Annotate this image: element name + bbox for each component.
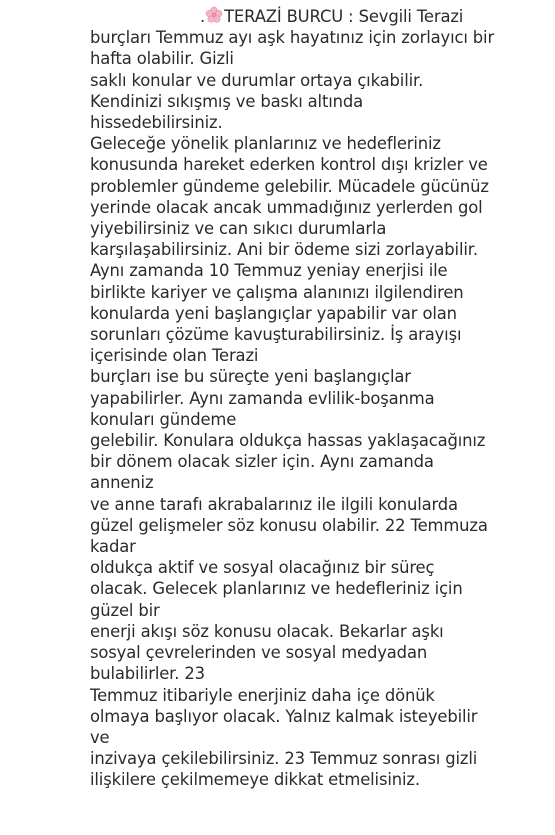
post-text-line: inzivaya çekilebilirsiniz. 23 Temmuz sonrası gizli bbox=[90, 749, 478, 769]
horoscope-post bbox=[90, 6, 550, 791]
post-text-line: yiyebilirsiniz ve can sıkıcı durumlarla bbox=[90, 219, 387, 239]
post-text-line: konusunda hareket ederken kontrol dışı krizler ve bbox=[90, 155, 488, 175]
post-text-line: yerinde olacak ancak ummadığınız yerlerden gol bbox=[90, 197, 483, 217]
post-text-line: problemler gündeme gelebilir. Mücadele gücünüz bbox=[90, 176, 489, 196]
post-title-line bbox=[90, 6, 550, 27]
post-text-line: içerisinde olan Terazi bbox=[90, 346, 259, 366]
post-text-line: güzel bir bbox=[90, 600, 160, 620]
post-text-line: yapabilirler. Aynı zamanda evlilik-boşanma bbox=[90, 388, 435, 408]
post-text-line: olacak. Gelecek planlarınız ve hedefleriniz için bbox=[90, 579, 463, 599]
post-text-line: Kendinizi sıkışmış ve baskı altında bbox=[90, 91, 364, 111]
post-text-line: birlikte kariyer ve çalışma alanınızı ilgilendiren bbox=[90, 282, 464, 302]
post-text-line: anneniz bbox=[90, 473, 154, 493]
cherry-blossom-icon bbox=[205, 6, 223, 24]
post-text-line: konuları gündeme bbox=[90, 409, 237, 429]
post-text-line: Aynı zamanda 10 Temmuz yeniay enerjisi ile bbox=[90, 261, 448, 281]
post-text-line: sorunları çözüme kavuşturabilirsiniz. İş arayışı bbox=[90, 325, 462, 345]
post-text-line: oldukça aktif ve sosyal olacağınız bir süreç bbox=[90, 558, 435, 578]
post-text-line: ilişkilere çekilmemeye dikkat etmelisiniz. bbox=[90, 770, 420, 790]
post-text-line: hafta olabilir. Gizli bbox=[90, 49, 234, 69]
post-text-line: bulabilirler. 23 bbox=[90, 664, 205, 684]
post-text-line: ve anne tarafı akrabalarınız ile ilgili konularda bbox=[90, 494, 458, 514]
post-text-line: burçları ise bu süreçte yeni başlangıçlar bbox=[90, 367, 411, 387]
post-text-line: güzel gelişmeler söz konusu olabilir. 22 Temmuza bbox=[90, 515, 488, 535]
post-text-line: gelebilir. Konulara oldukça hassas yaklaşacağınız bbox=[90, 431, 486, 451]
post-text-line: ve bbox=[90, 727, 110, 747]
post-text-line: konularda yeni başlangıçlar yapabilir var olan bbox=[90, 303, 457, 323]
post-text-line: enerji akışı söz konusu olacak. Bekarlar aşkı bbox=[90, 621, 444, 641]
post-text-line: saklı konular ve durumlar ortaya çıkabilir. bbox=[90, 70, 424, 90]
post-text-line: sosyal çevrelerinden ve sosyal medyadan bbox=[90, 643, 428, 663]
post-text-line: Geleceğe yönelik planlarınız ve hedefleriniz bbox=[90, 134, 441, 154]
post-text-line: hissedebilirsiniz. bbox=[90, 113, 223, 133]
lead-dot: . bbox=[200, 7, 206, 26]
post-title: TERAZİ BURCU : Sevgili Terazi bbox=[224, 7, 464, 26]
post-text-line: burçları Temmuz ayı aşk hayatınız için zorlayıcı bir bbox=[90, 28, 495, 48]
post-text-line: bir dönem olacak sizler için. Aynı zamanda bbox=[90, 452, 434, 472]
post-text-line: karşılaşabilirsiniz. Ani bir ödeme sizi zorlayabilir. bbox=[90, 240, 478, 260]
post-text-line: Temmuz itibariyle enerjiniz daha içe dönük bbox=[90, 685, 435, 705]
post-text-line: kadar bbox=[90, 537, 136, 557]
post-text-line: olmaya başlıyor olacak. Yalnız kalmak isteyebilir bbox=[90, 706, 478, 726]
